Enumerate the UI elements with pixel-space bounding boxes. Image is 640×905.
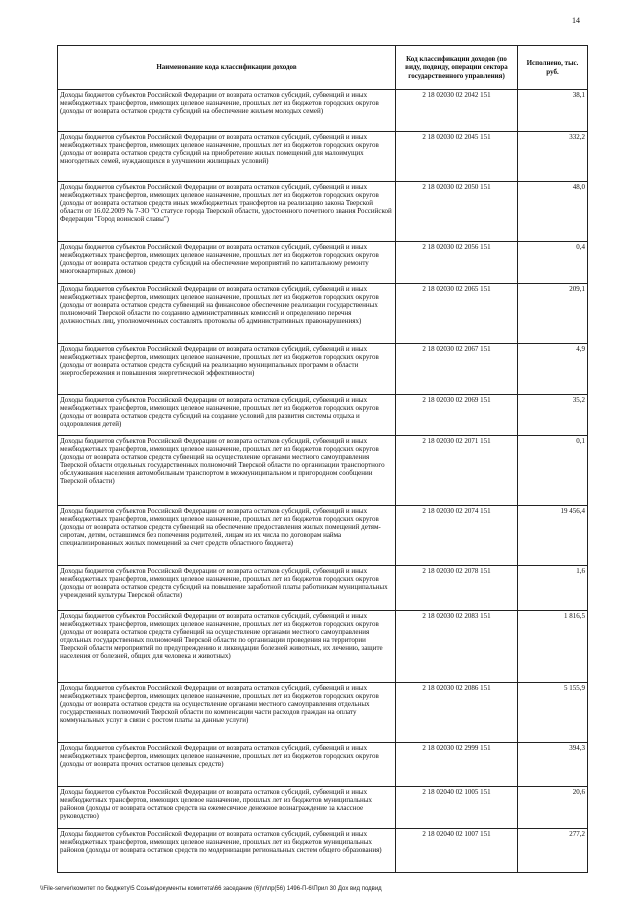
row-name: Доходы бюджетов субъектов Российской Федерации от возврата остатков субсидий, субвенций и иных межбюджетных трансфертов, имеющих целевое назначение, прошлых лет из бюджетов городских округов (доходы от возврата прочих остатков целевых средств): [58, 743, 396, 787]
row-name: Доходы бюджетов субъектов Российской Федерации от возврата остатков субсидий, субвенций и иных межбюджетных трансфертов, имеющих целевое назначение, прошлых лет из бюджетов городских округов (доходы от возврата остатков средств субсидий на обеспечение жильем молодых семей): [58, 90, 396, 132]
row-code: 2 18 02030 02 2067 151: [396, 344, 518, 395]
row-code: 2 18 02040 02 1007 151: [396, 829, 518, 873]
row-value: 35,2: [518, 395, 588, 436]
row-code: 2 18 02030 02 2074 151: [396, 506, 518, 566]
table-row: [58, 436, 588, 506]
table-row: [58, 182, 588, 242]
row-code: 2 18 02030 02 2078 151: [396, 566, 518, 611]
row-name: Доходы бюджетов субъектов Российской Федерации от возврата остатков субсидий, субвенций и иных межбюджетных трансфертов, имеющих целевое назначение, прошлых лет из бюджетов городских округов (доходы от возврата остатков средств субсидий на реализацию муниципальных программ в области энергосбережения и повышения энергетической эффективности): [58, 344, 396, 395]
row-name: Доходы бюджетов субъектов Российской Федерации от возврата остатков субсидий, субвенций и иных межбюджетных трансфертов, имеющих целевое назначение, прошлых лет из бюджетов городских округов (доходы от возврата остатков средств субвенций на обеспечение предоставления жилых помещений детям-сиротам, детям, оставшимся без попечения родителей, лицам из их числа по договорам найма специализированных жилых помещений за счет средств областного бюджета): [58, 506, 396, 566]
row-name: Доходы бюджетов субъектов Российской Федерации от возврата остатков субсидий, субвенций и иных межбюджетных трансфертов, имеющих целевое назначение, прошлых лет из бюджетов городских округов (доходы от возврата остатков средств субсидий на повышение заработной платы работникам муниципальных учреждений культуры Тверской области): [58, 566, 396, 611]
row-name: Доходы бюджетов субъектов Российской Федерации от возврата остатков субсидий, субвенций и иных межбюджетных трансфертов, имеющих целевое назначение, прошлых лет из бюджетов городских округов (доходы от возврата остатков средств иных межбюджетных трансфертов на реализацию закона Тверской области от 16.02.2009 № 7-ЗО "О статусе города Тверской области, удостоенного почетного звания Российской Федерации "Город воинской славы"): [58, 182, 396, 242]
table-row: [58, 566, 588, 611]
row-value: 1,6: [518, 566, 588, 611]
column-header-executed: Исполнено, тыс. руб.: [518, 46, 588, 90]
row-name: Доходы бюджетов субъектов Российской Федерации от возврата остатков субсидий, субвенций и иных межбюджетных трансфертов, имеющих целевое назначение, прошлых лет из бюджетов муниципальных районов (доходы от возврата остатков средств по модернизации региональных систем общего образования): [58, 829, 396, 873]
table-row: [58, 611, 588, 683]
row-value: 1 816,5: [518, 611, 588, 683]
table-row: [58, 683, 588, 743]
row-code: 2 18 02030 02 2086 151: [396, 683, 518, 743]
table-row: [58, 132, 588, 182]
row-code: 2 18 02030 02 2050 151: [396, 182, 518, 242]
table-row: [58, 506, 588, 566]
row-value: 19 456,4: [518, 506, 588, 566]
row-code: 2 18 02030 02 2069 151: [396, 395, 518, 436]
row-name: Доходы бюджетов субъектов Российской Федерации от возврата остатков субсидий, субвенций и иных межбюджетных трансфертов, имеющих целевое назначение, прошлых лет из бюджетов городских округов (доходы от возврата остатков средств субсидий на создание условий для развития системы отдыха и оздоровления детей): [58, 395, 396, 436]
page-number: 14: [572, 16, 580, 25]
table-row: [58, 829, 588, 873]
table-row: [58, 395, 588, 436]
table-row: [58, 242, 588, 284]
row-value: 332,2: [518, 132, 588, 182]
row-value: 5 155,9: [518, 683, 588, 743]
row-name: Доходы бюджетов субъектов Российской Федерации от возврата остатков субсидий, субвенций и иных межбюджетных трансфертов, имеющих целевое назначение, прошлых лет из бюджетов муниципальных районов (доходы от возврата остатков средств на ежемесячное денежное вознаграждение за классное руководство): [58, 787, 396, 829]
table-row: [58, 284, 588, 344]
row-code: 2 18 02030 02 2056 151: [396, 242, 518, 284]
row-name: Доходы бюджетов субъектов Российской Федерации от возврата остатков субсидий, субвенций и иных межбюджетных трансфертов, имеющих целевое назначение, прошлых лет из бюджетов городских округов (доходы от возврата остатков средств на осуществление органами местного самоуправления отдельных государственных полномочий Тверской области по компенсации части расходов граждан на оплату коммунальных услуг в связи с ростом платы за данные услуги): [58, 683, 396, 743]
row-code: 2 18 02030 02 2042 151: [396, 90, 518, 132]
row-code: 2 18 02030 02 2045 151: [396, 132, 518, 182]
column-header-name: Наименование кода классификации доходов: [58, 46, 396, 90]
table-row: [58, 743, 588, 787]
column-header-code: Код классификации доходов (по виду, подвиду, операции сектора государственного управления): [396, 46, 518, 90]
file-path-footer: \\File-server\комитет по бюджету\5 Созыв\документы комитета\66 заседание (6)\п\пр(56) 1496-П-6\Прил 30 Дох вид подвид: [40, 886, 382, 892]
row-name: Доходы бюджетов субъектов Российской Федерации от возврата остатков субсидий, субвенций и иных межбюджетных трансфертов, имеющих целевое назначение, прошлых лет из бюджетов городских округов (доходы от возврата остатков средств субсидий на приобретение жилых помещений для малоимущих многодетных семей, нуждающихся в улучшении жилищных условий): [58, 132, 396, 182]
row-code: 2 18 02030 02 2071 151: [396, 436, 518, 506]
row-code: 2 18 02030 02 2083 151: [396, 611, 518, 683]
row-value: 277,2: [518, 829, 588, 873]
row-name: Доходы бюджетов субъектов Российской Федерации от возврата остатков субсидий, субвенций и иных межбюджетных трансфертов, имеющих целевое назначение, прошлых лет из бюджетов городских округов (доходы от возврата остатков средств субсидий на обеспечение мероприятий по капитальному ремонту многоквартирных домов): [58, 242, 396, 284]
row-value: 394,3: [518, 743, 588, 787]
row-value: 4,9: [518, 344, 588, 395]
row-code: 2 18 02030 02 2999 151: [396, 743, 518, 787]
row-value: 20,6: [518, 787, 588, 829]
table-header-row: [58, 46, 588, 90]
row-value: 38,1: [518, 90, 588, 132]
row-code: 2 18 02040 02 1005 151: [396, 787, 518, 829]
row-value: 0,4: [518, 242, 588, 284]
row-name: Доходы бюджетов субъектов Российской Федерации от возврата остатков субсидий, субвенций и иных межбюджетных трансфертов, имеющих целевое назначение, прошлых лет из бюджетов городских округов (доходы от возврата остатков средств субвенций на осуществление органами местного самоуправления Тверской области отдельных государственных полномочий Тверской области по организации транспортного обслуживания населения автомобильным транспортом в межмуниципальном и пригородном сообщении Тверской области): [58, 436, 396, 506]
row-value: 0,1: [518, 436, 588, 506]
table-row: [58, 787, 588, 829]
table-row: [58, 344, 588, 395]
table-row: [58, 90, 588, 132]
row-name: Доходы бюджетов субъектов Российской Федерации от возврата остатков субсидий, субвенций и иных межбюджетных трансфертов, имеющих целевое назначение, прошлых лет из бюджетов городских округов (доходы от возврата остатков средств субвенций на финансовое обеспечение реализации государственных полномочий Тверской области по созданию административных комиссий и определению перечня должностных лиц, уполномоченных составлять протоколы об административных правонарушениях): [58, 284, 396, 344]
row-name: Доходы бюджетов субъектов Российской Федерации от возврата остатков субсидий, субвенций и иных межбюджетных трансфертов, имеющих целевое назначение, прошлых лет из бюджетов городских округов (доходы от возврата остатков средств субвенций на осуществление органами местного самоуправления отдельных государственных полномочий Тверской области по организации проведения на территории Тверской области мероприятий по предупреждению и ликвидации болезней животных, их лечению, защите населения от болезней, общих для человека и животных): [58, 611, 396, 683]
income-classification-table: [57, 45, 588, 873]
row-code: 2 18 02030 02 2065 151: [396, 284, 518, 344]
row-value: 48,0: [518, 182, 588, 242]
row-value: 209,1: [518, 284, 588, 344]
